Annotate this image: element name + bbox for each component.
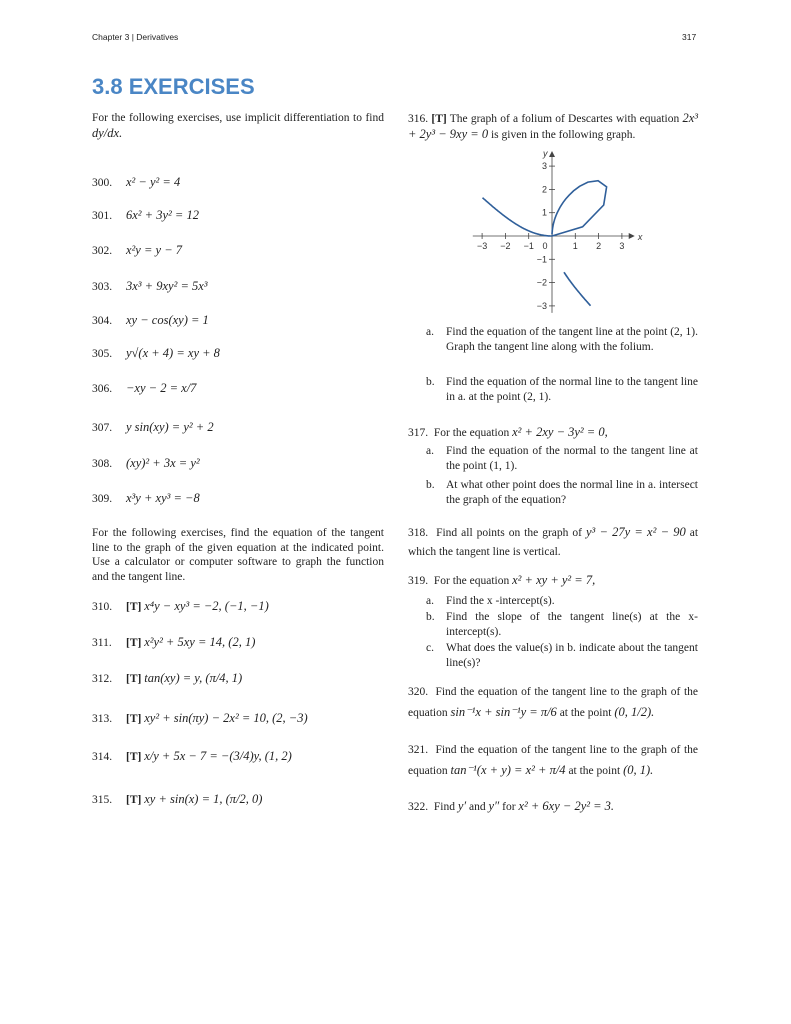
exercise-number: 318. <box>408 527 429 539</box>
equation: xy − cos(xy) = 1 <box>126 313 209 327</box>
equation: x² + 6xy − 2y² = 3. <box>518 799 615 813</box>
exercise-number: 300. <box>92 177 113 189</box>
exercise-number: 309. <box>92 493 113 505</box>
exercise-304 <box>92 313 384 329</box>
equation: −xy − 2 = x/7 <box>126 381 197 395</box>
exercise-319b <box>426 610 698 639</box>
folium-graph <box>460 145 645 317</box>
exercise-317b <box>426 478 698 507</box>
equation: tan⁻¹(x + y) = x² + π/4 <box>450 763 566 777</box>
equation: sin⁻¹x + sin⁻¹y = π/6 <box>450 705 557 719</box>
exercise-number: 314. <box>92 751 113 763</box>
text: at the point <box>559 707 612 719</box>
exercise-309 <box>92 491 384 507</box>
equation: xy² + sin(πy) − 2x² = 10, (2, −3) <box>144 711 308 725</box>
part-label: c. <box>426 642 434 654</box>
equation: x³y + xy³ = −8 <box>126 491 200 505</box>
text: For the equation <box>433 427 510 439</box>
part-label: b. <box>426 479 435 491</box>
tech-tag: [T] <box>431 113 447 125</box>
exercise-317a <box>426 444 698 473</box>
part-label: b. <box>426 611 435 623</box>
equation: 2x³ + 2y³ − 9xy = 0 <box>408 111 699 141</box>
equation: x² − y² = 4 <box>126 175 181 189</box>
x-tick-label: −1 <box>523 241 534 251</box>
x-tick-label: 1 <box>572 241 578 251</box>
tech-tag: [T] <box>126 713 142 725</box>
text: and <box>469 801 486 813</box>
exercise-312 <box>92 671 384 687</box>
equation: xy + sin(x) = 1, (π/2, 0) <box>144 792 263 806</box>
part-text: At what other point does the normal line in a. intersect the graph of the equation? <box>446 479 698 506</box>
tech-tag: [T] <box>126 751 142 763</box>
exercise-318 <box>408 523 698 562</box>
exercise-316b <box>426 375 698 404</box>
equation: y³ − 27y = x² − 90 <box>585 525 686 539</box>
y-axis-arrow <box>549 151 555 157</box>
equation: tan(xy) = y, (π/4, 1) <box>144 671 243 685</box>
exercise-320 <box>408 682 698 723</box>
equation: 3x³ + 9xy² = 5x³ <box>126 279 208 293</box>
text: at the point <box>568 765 621 777</box>
part-text: Find the equation of the normal to the tangent line at the point (1, 1). <box>446 445 698 472</box>
y-tick-label: 2 <box>541 184 547 195</box>
exercise-number: 316. <box>408 113 429 125</box>
exercise-301 <box>92 208 384 224</box>
x-tick-label: 2 <box>596 241 602 251</box>
equation: y′ <box>457 799 467 813</box>
y-tick-label: −3 <box>536 300 547 311</box>
dy-dx: dy/dx. <box>92 125 123 140</box>
part-text: Find the x -intercept(s). <box>446 595 555 607</box>
exercise-number: 322. <box>408 801 429 813</box>
exercise-319 <box>408 573 698 589</box>
exercise-number: 302. <box>92 245 113 257</box>
part-label: b. <box>426 376 435 388</box>
part-label: a. <box>426 326 434 338</box>
y-tick-label: −2 <box>536 277 547 288</box>
equation: x⁴y − xy³ = −2, (−1, −1) <box>144 599 269 613</box>
exercise-305 <box>92 346 384 362</box>
exercise-300 <box>92 175 384 191</box>
text: is given in the following graph. <box>490 128 636 141</box>
exercise-number: 313. <box>92 713 113 725</box>
exercise-316 <box>408 111 698 142</box>
equation: y√(x + 4) = xy + 8 <box>126 346 220 360</box>
x-axis-arrow <box>629 233 635 239</box>
exercise-number: 306. <box>92 383 113 395</box>
exercise-number: 317. <box>408 427 429 439</box>
page-number: 317 <box>682 32 697 42</box>
exercise-307 <box>92 420 384 436</box>
text: Find <box>433 801 455 813</box>
part-text: Find the equation of the normal line to the tangent line in a. at the point (2, 1). <box>446 376 698 403</box>
text: at which the tangent line is vertical. <box>408 527 699 558</box>
x-tick-label: −2 <box>500 241 511 251</box>
exercise-number: 305. <box>92 348 113 360</box>
section-title: 3.8 EXERCISES <box>92 74 255 99</box>
point: (0, 1/2). <box>614 705 655 719</box>
exercise-319a <box>426 594 698 609</box>
x-tick-label: 0 <box>542 241 548 251</box>
exercise-308 <box>92 456 384 472</box>
intro-text: For the following exercises, use implicit differentiation to find <box>92 112 384 124</box>
exercise-317 <box>408 425 698 441</box>
equation: (xy)² + 3x = y² <box>126 456 200 470</box>
tech-tag: [T] <box>126 673 142 685</box>
y-tick-label: −1 <box>536 254 547 265</box>
equation: x² + xy + y² = 7, <box>512 573 596 587</box>
tech-tag: [T] <box>126 794 142 806</box>
exercise-number: 307. <box>92 422 113 434</box>
exercise-number: 301. <box>92 210 113 222</box>
part-text: Find the slope of the tangent line(s) at the x-intercept(s). <box>446 611 698 638</box>
chapter-header: Chapter 3 | Derivatives <box>92 32 179 42</box>
exercise-number: 304. <box>92 315 113 327</box>
exercise-316a <box>426 325 698 354</box>
tech-tag: [T] <box>126 637 142 649</box>
exercise-314 <box>92 749 384 765</box>
part-label: a. <box>426 445 434 457</box>
exercise-number: 311. <box>92 637 112 649</box>
equation: y″ <box>488 799 500 813</box>
exercise-303 <box>92 279 384 295</box>
curve-lower-branch <box>564 272 590 305</box>
part-text: What does the value(s) in b. indicate about the tangent line(s)? <box>446 642 698 669</box>
exercise-313 <box>92 711 384 727</box>
equation: x²y² + 5xy = 14, (2, 1) <box>144 635 256 649</box>
curve-loop <box>552 181 607 236</box>
intro-implicit <box>92 111 384 141</box>
equation: x² + 2xy − 3y² = 0, <box>512 425 608 439</box>
intro-tangent: For the following exercises, find the equation of the tangent line to the graph of the given equation at the indicated point. Use a calculator or computer software to graph the function and the tangent line. <box>92 527 384 583</box>
exercise-number: 310. <box>92 601 113 613</box>
y-axis-label: y <box>543 148 548 159</box>
equation: 6x² + 3y² = 12 <box>126 208 199 222</box>
text: Find the equation of the tangent line to the graph of the equation <box>408 744 698 777</box>
exercise-321 <box>408 740 698 781</box>
y-tick-label: 1 <box>541 207 547 218</box>
exercise-319c <box>426 641 698 670</box>
x-tick-label: 3 <box>619 241 625 251</box>
equation: x/y + 5x − 7 = −(3/4)y, (1, 2) <box>144 749 292 763</box>
text: The graph of a folium of Descartes with equation <box>449 113 680 125</box>
x-tick-label: −3 <box>476 241 488 251</box>
exercise-302 <box>92 243 384 259</box>
exercise-number: 319. <box>408 575 429 587</box>
y-tick-label: 3 <box>541 161 547 172</box>
exercise-322 <box>408 799 698 815</box>
exercise-number: 308. <box>92 458 113 470</box>
exercise-number: 321. <box>408 744 429 756</box>
text: Find all points on the graph of <box>436 527 582 539</box>
exercise-number: 315. <box>92 794 113 806</box>
exercise-311 <box>92 635 384 651</box>
tech-tag: [T] <box>126 601 142 613</box>
exercise-number: 320. <box>408 686 429 698</box>
exercise-310 <box>92 599 384 615</box>
point: (0, 1). <box>623 763 654 777</box>
exercise-number: 312. <box>92 673 113 685</box>
x-axis-label: x <box>637 232 643 242</box>
equation: y sin(xy) = y² + 2 <box>126 420 214 434</box>
text: Find the equation of the tangent line to the graph of the equation <box>408 686 698 719</box>
text: For the equation <box>433 575 510 587</box>
part-label: a. <box>426 595 434 607</box>
exercise-315 <box>92 792 384 808</box>
exercise-number: 303. <box>92 281 113 293</box>
equation: x²y = y − 7 <box>126 243 183 257</box>
text: for <box>502 801 516 813</box>
exercise-306 <box>92 381 384 397</box>
part-text: Find the equation of the tangent line at the point (2, 1). Graph the tangent line along with the folium. <box>446 326 698 353</box>
